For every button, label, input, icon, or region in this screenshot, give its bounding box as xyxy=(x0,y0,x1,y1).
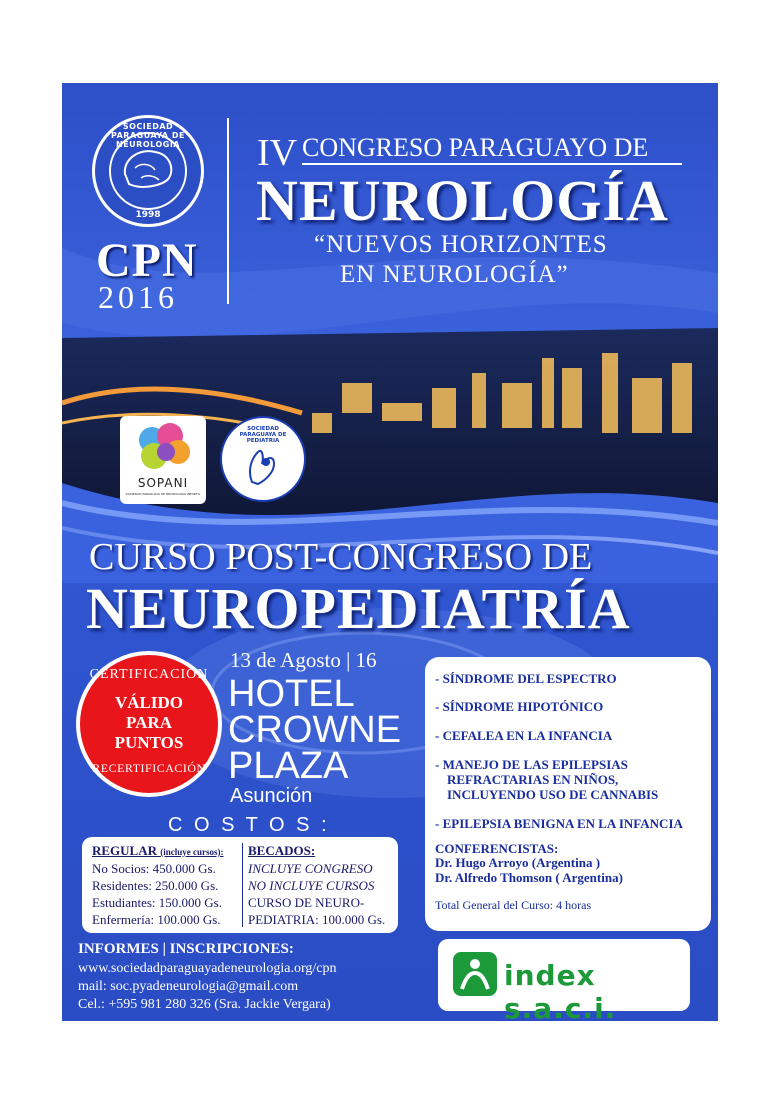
event-subtitle-2: EN NEUROLOGÍA” xyxy=(340,261,569,288)
becados-row: INCLUYE CONGRESO xyxy=(248,861,373,876)
pediatria-seal xyxy=(220,416,306,502)
congress-line: CONGRESO PARAGUAYO DE xyxy=(302,133,649,162)
venue-line3: PLAZA xyxy=(228,745,349,787)
venue-line1: HOTEL xyxy=(228,673,355,715)
costs-title: C O S T O S : xyxy=(168,814,330,836)
seal-year: 1998 xyxy=(135,210,161,220)
badge-arc-top: CERTIFICACIÓN xyxy=(89,667,209,682)
index-logo-icon xyxy=(452,951,498,997)
topic-item: - SÍNDROME DEL ESPECTRO xyxy=(435,671,617,686)
topic-item: - EPILEPSIA BENIGNA EN LA INFANCIA xyxy=(435,816,683,831)
becados-title: BECADOS: xyxy=(248,843,316,858)
sponsor-card xyxy=(438,939,690,1021)
congress-underline xyxy=(302,163,682,165)
course-title-line2: NEUROPEDIATRÍA xyxy=(86,576,631,641)
regular-row: No Socios: 450.000 Gs. xyxy=(92,861,216,876)
badge-line3: PUNTOS xyxy=(114,733,184,752)
brain-icon xyxy=(109,132,187,210)
hands-icon xyxy=(244,442,284,486)
badge-line1: VÁLIDO xyxy=(114,693,183,712)
course-title-line1: CURSO POST-CONGRESO DE xyxy=(89,536,593,578)
sponsor-name: index s.a.c.i. xyxy=(504,959,617,1021)
topic-item: INCLUYENDO USO DE CANNABIS xyxy=(447,787,659,802)
speakers-title: CONFERENCISTAS: xyxy=(435,841,559,856)
sopani-subtitle: SOCIEDAD PARAGUAYA DE NEUROLOGIA INFANTIL xyxy=(125,492,201,496)
poster xyxy=(62,83,718,1021)
topic-item: - CEFALEA EN LA INFANCIA xyxy=(435,728,613,743)
neurology-seal xyxy=(92,115,204,227)
speaker-name: Dr. Hugo Arroyo (Argentina ) xyxy=(435,855,601,870)
costs-card xyxy=(82,837,398,933)
contact-web[interactable]: www.sociedadparaguayadeneurologia.org/cpn xyxy=(78,961,337,976)
becados-row: CURSO DE NEURO- xyxy=(248,895,365,910)
event-subtitle-1: “NUEVOS HORIZONTES xyxy=(314,231,608,258)
regular-title xyxy=(92,843,224,859)
topics-card xyxy=(425,657,711,931)
regular-row: Estudiantes: 150.000 Gs. xyxy=(92,895,222,910)
speaker-name: Dr. Alfredo Thomson ( Argentina) xyxy=(435,870,623,885)
regular-row: Residentes: 250.000 Gs. xyxy=(92,878,219,893)
contact-phone: Cel.: +595 981 280 326 (Sra. Jackie Vergara) xyxy=(78,997,331,1012)
regular-note: (incluye cursos): xyxy=(160,847,224,857)
event-title: NEUROLOGÍA xyxy=(256,168,669,233)
becados-row: PEDIATRIA: 100.000 Gs. xyxy=(248,912,386,927)
becados-row: NO INCLUYE CURSOS xyxy=(248,878,375,893)
regular-title-text: REGULAR xyxy=(92,843,158,858)
seal-text: SOCIEDAD PARAGUAYA DE NEUROLOGIA xyxy=(110,122,186,149)
badge-line2: PARA xyxy=(126,713,172,732)
course-date: 13 de Agosto | 16 xyxy=(230,648,377,672)
header-divider xyxy=(227,118,229,304)
sopani-logo xyxy=(120,416,206,504)
badge-arc-bottom: RECERTIFICACIÓN xyxy=(92,761,206,775)
topic-item: REFRACTARIAS EN NIÑOS, xyxy=(447,772,619,787)
cpn-label: CPN xyxy=(96,234,198,287)
regular-row: Enfermería: 100.000 Gs. xyxy=(92,912,221,927)
colorful-brain-icon xyxy=(134,422,194,474)
contact-title: INFORMES | INSCRIPCIONES: xyxy=(78,941,294,957)
topic-item: - SÍNDROME HIPOTÓNICO xyxy=(435,699,604,714)
congress-roman: IV xyxy=(257,132,298,174)
venue-line2: CROWNE xyxy=(228,709,402,751)
course-total-hours: Total General del Curso: 4 horas xyxy=(435,898,592,912)
pediatria-text: SOCIEDAD PARAGUAYA DE PEDIATRIA xyxy=(239,426,287,444)
sopani-name: SOPANI xyxy=(137,476,189,490)
topic-item: - MANEJO DE LAS EPILEPSIAS xyxy=(435,757,628,772)
venue-city: Asunción xyxy=(230,785,313,807)
certification-badge xyxy=(76,651,222,797)
costs-divider xyxy=(242,843,243,927)
cpn-year: 2016 xyxy=(98,279,178,315)
contact-mail[interactable]: mail: soc.pyadeneurologia@gmail.com xyxy=(78,979,299,994)
